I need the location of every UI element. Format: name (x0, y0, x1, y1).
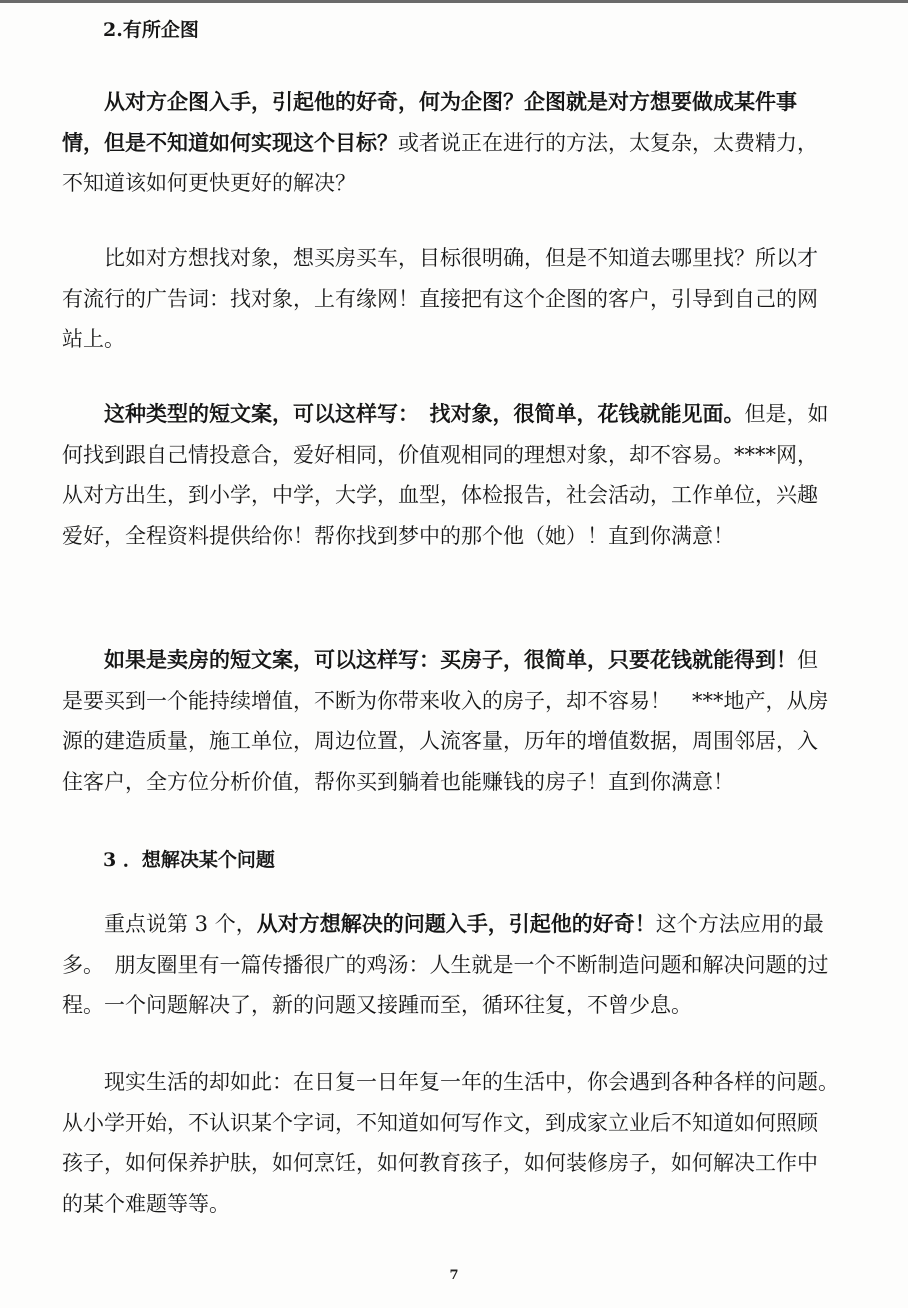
section-2-paragraph-4 (62, 640, 834, 802)
section-3-paragraph-1 (62, 904, 834, 1026)
section-2-paragraph-3-normal: 但是，如何找到跟自己情投意合，爱好相同，价值观相同的理想对象，却不容易。****网，从对方出生，到小学，中学，大学，血型，体检报告，社会活动，工作单位，兴趣爱好，全程资料提供给你！帮你找到梦中的那个他（她）！直到你满意！ (62, 402, 829, 548)
section-2-paragraph-3-bold: 这种类型的短文案，可以这样写： 找对象，很简单，花钱就能见面。 (104, 401, 745, 426)
section-3-heading: 3 ．想解决某个问题 (103, 849, 275, 871)
section-3-paragraph-2: 现实生活的却如此：在日复一日年复一年的生活中，你会遇到各种各样的问题。 从小学开始，不认识某个字词，不知道如何写作文，到成家立业后不知道如何照顾孩子，如何保养护肤，如何烹饪，如何教育孩子，如何装修房子，如何解决工作中的某个难题等等。 (62, 1070, 850, 1216)
section-2-paragraph-2: 比如对方想找对象，想买房买车，目标很明确，但是不知道去哪里找？所以才有流行的广告词：找对象，上有缘网！直接把有这个企图的客户，引导到自己的网站上。 (62, 246, 818, 351)
section-3-paragraph-1-bold: 从对方想解决的问题入手，引起他的好奇！ (256, 911, 656, 936)
section-2-paragraph-1-bold: 从对方企图入手，引起他的好奇，何为企图？企图就是对方想要做成某件事情，但是不知道如何实现这个目标？ (62, 89, 797, 155)
section-3-paragraph-1-normal-a: 重点说第 3 个， (104, 912, 257, 936)
section-3-paragraph-1-normal-b: 这个方法应用的最多。 朋友圈里有一篇传播很广的鸡汤：人生就是一个不断制造问题和解决问题的过程。一个问题解决了，新的问题又接踵而至，循环往复，不曾少息。 (62, 912, 829, 1017)
section-2-paragraph-4-normal: 但是要买到一个能持续增值，不断为你带来收入的房子，却不容易！ ***地产，从房源的建造质量，施工单位，周边位置，人流客量，历年的增值数据，周围邻居，入住客户，全方位分析价值，帮你买到躺着也能赚钱的房子！直到你满意！ (62, 648, 829, 794)
section-2-paragraph-3 (62, 394, 834, 556)
section-2-heading: 2.有所企图 (103, 19, 199, 41)
section-2-paragraph-4-bold: 如果是卖房的短文案，可以这样写：买房子，很简单，只要花钱就能得到！ (104, 647, 797, 672)
top-border-line (0, 0, 908, 3)
section-2-paragraph-1-normal: 或者说正在进行的方法，太复杂，太费精力，不知道该如何更快更好的解决？ (62, 130, 818, 195)
section-2-paragraph-1 (62, 82, 834, 204)
page-number: 7 (449, 1268, 459, 1283)
